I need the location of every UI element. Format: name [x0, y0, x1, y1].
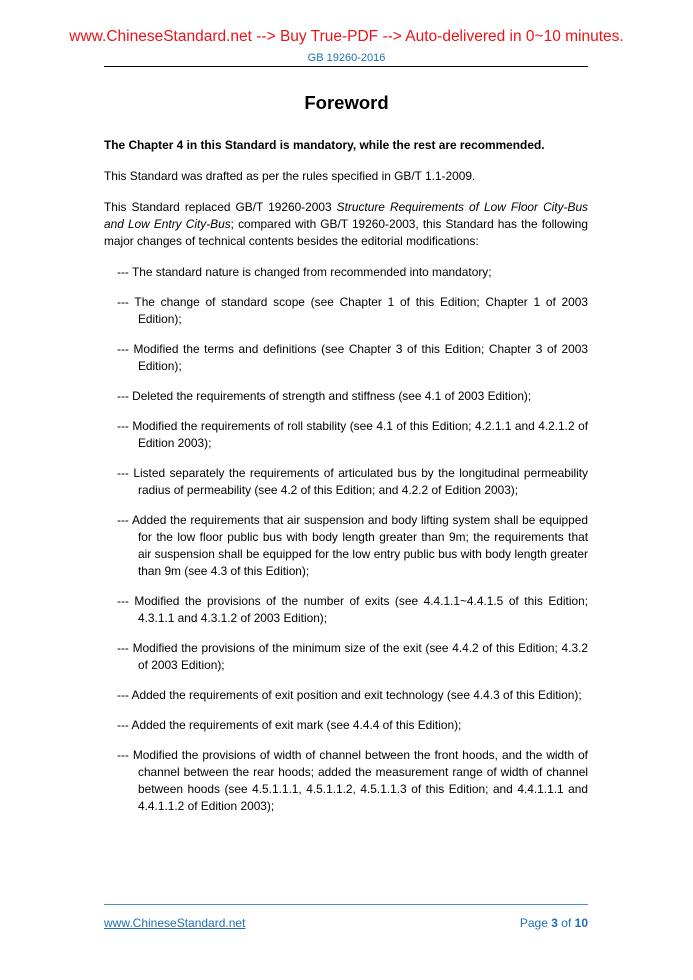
change-item: --- Added the requirements of exit position and exit technology (see 4.4.3 of this Edition);: [117, 688, 582, 702]
change-item: --- Added the requirements of exit mark (see 4.4.4 of this Edition);: [117, 718, 462, 732]
replacement-paragraph: [104, 199, 588, 250]
replacement-suffix: ; compared with GB/T 19260-2003, this Standard has the following major changes of technical contents besides the editorial modifications:: [104, 217, 588, 248]
header-divider: [104, 66, 588, 67]
document-body: [104, 137, 588, 815]
page-title: Foreword: [304, 92, 389, 113]
change-item: --- The change of standard scope (see Chapter 1 of this Edition; Chapter 1 of 2003 Edition);: [117, 295, 588, 326]
drafting-rules-paragraph: This Standard was drafted as per the rules specified in GB/T 1.1-2009.: [104, 169, 476, 183]
standard-code: GB 19260-2016: [307, 52, 386, 64]
page-indicator: [520, 916, 588, 930]
replacement-prefix: This Standard replaced GB/T 19260-2003: [104, 200, 337, 214]
page-label: Page: [519, 916, 548, 930]
mandatory-note: The Chapter 4 in this Standard is mandatory, while the rest are recommended.: [104, 138, 545, 152]
page-total: 10: [574, 916, 588, 930]
page-current: 3: [551, 916, 558, 930]
change-item: --- Modified the provisions of the number of exits (see 4.4.1.1~4.4.1.5 of this Edition; 4.3.1.1 and 4.3.1.2 of 2003 Edition);: [117, 594, 588, 625]
footer-site-link[interactable]: www.ChineseStandard.net: [104, 916, 246, 930]
change-item: --- Deleted the requirements of strength and stiffness (see 4.1 of 2003 Edition);: [117, 389, 532, 403]
change-item: --- Listed separately the requirements of articulated bus by the longitudinal permeability radius of permeability (see 4.2 of this Edition; and 4.2.2 of Edition 2003);: [117, 466, 588, 497]
change-item: --- Modified the terms and definitions (see Chapter 3 of this Edition; Chapter 3 of 2003 Edition);: [117, 342, 588, 373]
page-of: of: [561, 916, 572, 930]
replacement-title: Structure Requirements of Low Floor City-Bus and Low Entry City-Bus: [104, 200, 588, 231]
change-item: --- Modified the requirements of roll stability (see 4.1 of this Edition; 4.2.1.1 and 4.2.1.2 of Edition 2003);: [117, 419, 588, 450]
change-item: --- Added the requirements that air suspension and body lifting system shall be equipped for the low floor public bus with body length greater than 9m; the requirements that air suspension shall be equipped for the low entry public bus with body length greater than 9m (see 4.3 of this Edition);: [117, 513, 588, 578]
change-item: --- The standard nature is changed from recommended into mandatory;: [117, 265, 492, 279]
top-banner[interactable]: www.ChineseStandard.net --> Buy True-PDF --> Auto-delivered in 0~10 minutes.: [69, 28, 624, 45]
change-item: --- Modified the provisions of the minimum size of the exit (see 4.4.2 of this Edition; 4.3.2 of 2003 Edition);: [117, 641, 588, 672]
footer-divider: [104, 904, 588, 905]
change-item: --- Modified the provisions of width of channel between the front hoods, and the width of channel between the rear hoods; added the measurement range of width of channel between hoods (see 4.5.1.1.1, 4.5.1.1.2, 4.5.1.1.3 of this Edition; and 4.4.1.1.1 and 4.4.1.1.2 of Edition 2003);: [117, 748, 588, 813]
